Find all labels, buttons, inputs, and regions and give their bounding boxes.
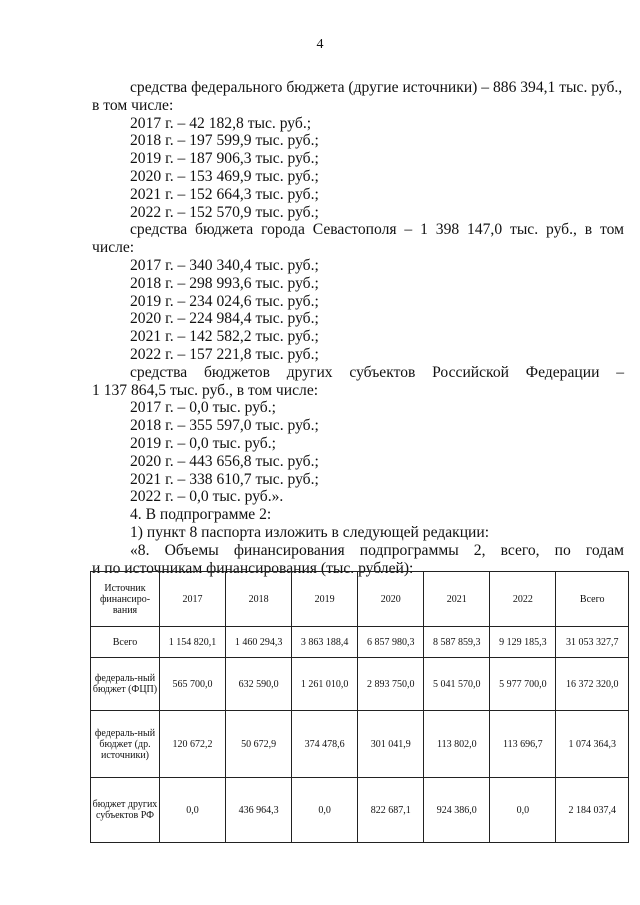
year-line: 2018 г. – 298 993,6 тыс. руб.; — [130, 274, 319, 292]
page-number: 4 — [316, 37, 324, 52]
table-cell: 5 977 700,0 — [490, 658, 556, 711]
table-cell: 2 184 037,4 — [556, 778, 629, 843]
year-line: 2020 г. – 153 469,9 тыс. руб.; — [130, 167, 319, 185]
table-header-cell: 2017 — [160, 572, 226, 627]
table-cell: 2 893 750,0 — [358, 658, 424, 711]
table-cell: 31 053 327,7 — [556, 627, 629, 658]
year-line: 2019 г. – 0,0 тыс. руб.; — [130, 434, 276, 452]
paragraph-other-subjects-line1: средства бюджетов других субъектов Российской Федерации – — [130, 363, 624, 381]
table-header-cell: 2022 — [490, 572, 556, 627]
table-row — [91, 778, 629, 843]
table-cell: 6 857 980,3 — [358, 627, 424, 658]
table-source-cell: федераль-ный бюджет (др. источники) — [91, 711, 160, 778]
year-line: 2021 г. – 152 664,3 тыс. руб.; — [130, 185, 319, 203]
item-8-line2: и по источникам финансирования (тыс. рублей): — [92, 559, 414, 577]
table-cell: 924 386,0 — [424, 778, 490, 843]
year-line: 2021 г. – 338 610,7 тыс. руб.; — [130, 470, 319, 488]
table-cell: 1 261 010,0 — [292, 658, 358, 711]
item-8-line1: «8. Объемы финансирования подпрограммы 2, всего, по годам — [130, 541, 624, 559]
item-4-heading: 4. В подпрограмме 2: — [130, 506, 272, 524]
table-cell: 5 041 570,0 — [424, 658, 490, 711]
table-cell: 1 460 294,3 — [226, 627, 292, 658]
table-header-row — [91, 572, 629, 627]
table-source-cell: Всего — [91, 627, 160, 658]
table-source-cell: бюджет других субъектов РФ — [91, 778, 160, 843]
paragraph-federal-other-line2: в том числе: — [92, 96, 174, 114]
table-header-cell: 2019 — [292, 572, 358, 627]
table-cell: 16 372 320,0 — [556, 658, 629, 711]
table-header-cell: Источник финансиро-вания — [91, 572, 160, 627]
year-line: 2022 г. – 157 221,8 тыс. руб.; — [130, 345, 319, 363]
year-line: 2018 г. – 197 599,9 тыс. руб.; — [130, 132, 319, 150]
table-cell: 1 074 364,3 — [556, 711, 629, 778]
table-cell: 3 863 188,4 — [292, 627, 358, 658]
table-header-cell: 2021 — [424, 572, 490, 627]
year-line: 2022 г. – 0,0 тыс. руб.». — [130, 488, 284, 506]
table-cell: 113 802,0 — [424, 711, 490, 778]
paragraph-other-subjects-line2: 1 137 864,5 тыс. руб., в том числе: — [92, 381, 319, 399]
item-4-1-text: 1) пункт 8 паспорта изложить в следующей редакции: — [130, 523, 490, 541]
table-cell: 0,0 — [160, 778, 226, 843]
table-row — [91, 627, 629, 658]
table-cell: 113 696,7 — [490, 711, 556, 778]
table-source-cell: федераль-ный бюджет (ФЦП) — [91, 658, 160, 711]
paragraph-sevastopol-line1: средства бюджета города Севастополя – 1 398 147,0 тыс. руб., в том — [130, 221, 624, 239]
table-cell: 1 154 820,1 — [160, 627, 226, 658]
year-line: 2022 г. – 152 570,9 тыс. руб.; — [130, 203, 319, 221]
table-header-cell: 2018 — [226, 572, 292, 627]
table-cell: 301 041,9 — [358, 711, 424, 778]
table-cell: 822 687,1 — [358, 778, 424, 843]
year-line: 2021 г. – 142 582,2 тыс. руб.; — [130, 328, 319, 346]
year-line: 2017 г. – 0,0 тыс. руб.; — [130, 399, 276, 417]
year-line: 2017 г. – 340 340,4 тыс. руб.; — [130, 256, 319, 274]
financing-table — [90, 571, 629, 843]
table-row — [91, 711, 629, 778]
paragraph-federal-other-line1: средства федерального бюджета (другие источники) – 886 394,1 тыс. руб., — [130, 79, 623, 96]
table-cell: 50 672,9 — [226, 711, 292, 778]
table-cell: 120 672,2 — [160, 711, 226, 778]
year-line: 2017 г. – 42 182,8 тыс. руб.; — [130, 114, 312, 132]
year-line: 2019 г. – 234 024,6 тыс. руб.; — [130, 292, 319, 310]
table-cell: 0,0 — [490, 778, 556, 843]
table-row — [91, 658, 629, 711]
year-line: 2020 г. – 443 656,8 тыс. руб.; — [130, 452, 319, 470]
table-cell: 436 964,3 — [226, 778, 292, 843]
document-body — [92, 79, 624, 577]
table-cell: 9 129 185,3 — [490, 627, 556, 658]
paragraph-sevastopol-line2: числе: — [92, 239, 135, 257]
year-line: 2018 г. – 355 597,0 тыс. руб.; — [130, 417, 319, 435]
year-line: 2019 г. – 187 906,3 тыс. руб.; — [130, 150, 319, 168]
table-cell: 374 478,6 — [292, 711, 358, 778]
table-cell: 565 700,0 — [160, 658, 226, 711]
table-header-cell: Всего — [556, 572, 629, 627]
table-cell: 8 587 859,3 — [424, 627, 490, 658]
table-header-cell: 2020 — [358, 572, 424, 627]
table-cell: 632 590,0 — [226, 658, 292, 711]
table-cell: 0,0 — [292, 778, 358, 843]
year-line: 2020 г. – 224 984,4 тыс. руб.; — [130, 310, 319, 328]
